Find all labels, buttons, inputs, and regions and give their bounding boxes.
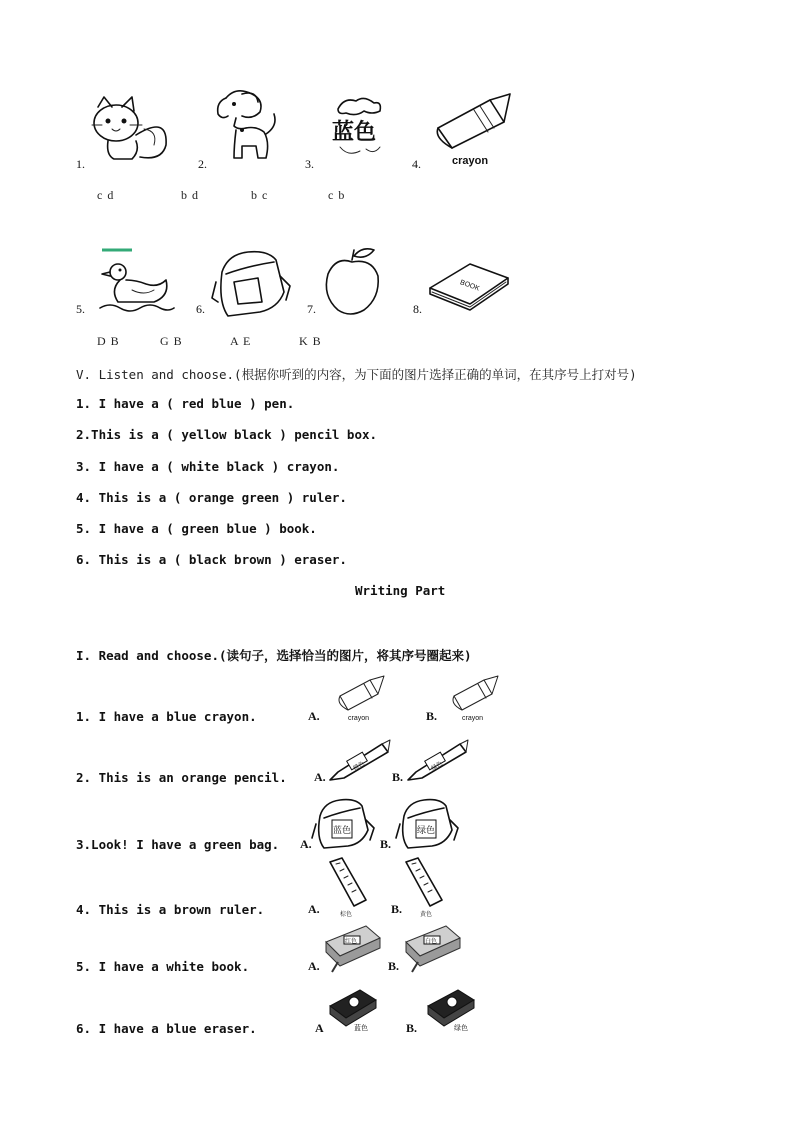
- cat-icon: [88, 95, 168, 165]
- bag-icon: [394, 796, 460, 852]
- book-icon: [426, 260, 512, 310]
- letters: A E: [230, 334, 252, 348]
- sentence-line: 1. I have a blue crayon.: [76, 709, 257, 724]
- pic-label: 蓝色: [354, 1024, 368, 1032]
- item-number: 8.: [413, 302, 422, 316]
- pic-label: 绿色: [429, 760, 444, 773]
- sentence-line: 3.Look! I have a green bag.: [76, 837, 280, 852]
- pic-label: 橙色: [351, 760, 366, 773]
- pic-label: 绿色: [417, 826, 436, 836]
- sentence-line: 6. This is a ( black brown ) eraser.: [76, 552, 347, 567]
- sentence-line: 3. I have a ( white black ) crayon.: [76, 459, 340, 474]
- bag-icon: [310, 796, 376, 852]
- letters: G B: [160, 334, 183, 348]
- eraser-icon: [424, 984, 480, 1032]
- bag-icon: [208, 246, 292, 320]
- pic-label: 蓝色: [333, 826, 352, 836]
- letters: b d: [181, 188, 199, 202]
- item-number: 4.: [412, 157, 421, 171]
- pic-label: 白色: [425, 938, 438, 945]
- apple-icon: [322, 246, 388, 318]
- duck-icon: [96, 246, 178, 316]
- letters: c d: [97, 188, 115, 202]
- pic-label: 棕色: [340, 911, 353, 918]
- sentence-line: 6. I have a blue eraser.: [76, 1021, 257, 1036]
- item-number: 3.: [305, 157, 314, 171]
- section-i-heading: I. Read and choose.(读句子，选择恰当的图片，将其序号圈起来): [76, 648, 472, 663]
- pic-label: 红色: [345, 938, 358, 945]
- item-number: 1.: [76, 157, 85, 171]
- ruler-icon: [326, 856, 372, 920]
- pic-label: BOOK: [458, 279, 481, 293]
- letters: D B: [97, 334, 120, 348]
- option-a[interactable]: A.: [314, 770, 326, 784]
- sentence-line: 5. I have a white book.: [76, 959, 250, 974]
- item-number: 2.: [198, 157, 207, 171]
- letters: K B: [299, 334, 322, 348]
- book-icon: [398, 922, 464, 974]
- sentence-line: 1. I have a ( red blue ) pen.: [76, 396, 295, 411]
- dog-icon: [212, 86, 284, 162]
- section-v-heading: V. Listen and choose.(根据你听到的内容，为下面的图片选择正确的单词，在其序号上打对号): [76, 367, 637, 382]
- item-number: 7.: [307, 302, 316, 316]
- pic-label: crayon: [348, 715, 370, 722]
- letters: c b: [328, 188, 346, 202]
- option-a[interactable]: A: [315, 1021, 324, 1035]
- sentence-line: 4. This is a brown ruler.: [76, 902, 265, 917]
- sentence-line: 2. This is an orange pencil.: [76, 770, 287, 785]
- pic-label: 蓝色: [332, 120, 377, 145]
- item-number: 5.: [76, 302, 85, 316]
- pic-label: 绿色: [454, 1024, 468, 1032]
- option-b[interactable]: B.: [392, 770, 404, 784]
- option-a[interactable]: A.: [308, 709, 320, 723]
- option-b[interactable]: B.: [388, 959, 400, 973]
- eraser-icon: [326, 984, 382, 1032]
- option-b[interactable]: B.: [391, 902, 403, 916]
- crayon-icon: [334, 674, 390, 724]
- option-b[interactable]: B.: [380, 837, 392, 851]
- crayon-icon: [430, 92, 520, 168]
- pic-label: crayon: [452, 155, 489, 167]
- item-number: 6.: [196, 302, 205, 316]
- sentence-line: 4. This is a ( orange green ) ruler.: [76, 490, 347, 505]
- book-icon: [318, 922, 384, 974]
- option-a[interactable]: A.: [300, 837, 312, 851]
- crayon-icon: [448, 674, 504, 724]
- sentence-line: 5. I have a ( green blue ) book.: [76, 521, 317, 536]
- blue-color-card-icon: [320, 95, 395, 163]
- pic-label: crayon: [462, 715, 484, 722]
- option-b[interactable]: B.: [426, 709, 438, 723]
- letters: b c: [251, 188, 269, 202]
- option-a[interactable]: A.: [308, 959, 320, 973]
- section-title: Writing Part: [355, 583, 446, 598]
- sentence-line: 2.This is a ( yellow black ) pencil box.: [76, 427, 378, 442]
- pencil-icon: [326, 738, 394, 784]
- pencil-icon: [404, 738, 472, 784]
- option-a[interactable]: A.: [308, 902, 320, 916]
- pic-label: 黄色: [420, 911, 433, 918]
- option-b[interactable]: B.: [406, 1021, 418, 1035]
- ruler-icon: [402, 856, 448, 920]
